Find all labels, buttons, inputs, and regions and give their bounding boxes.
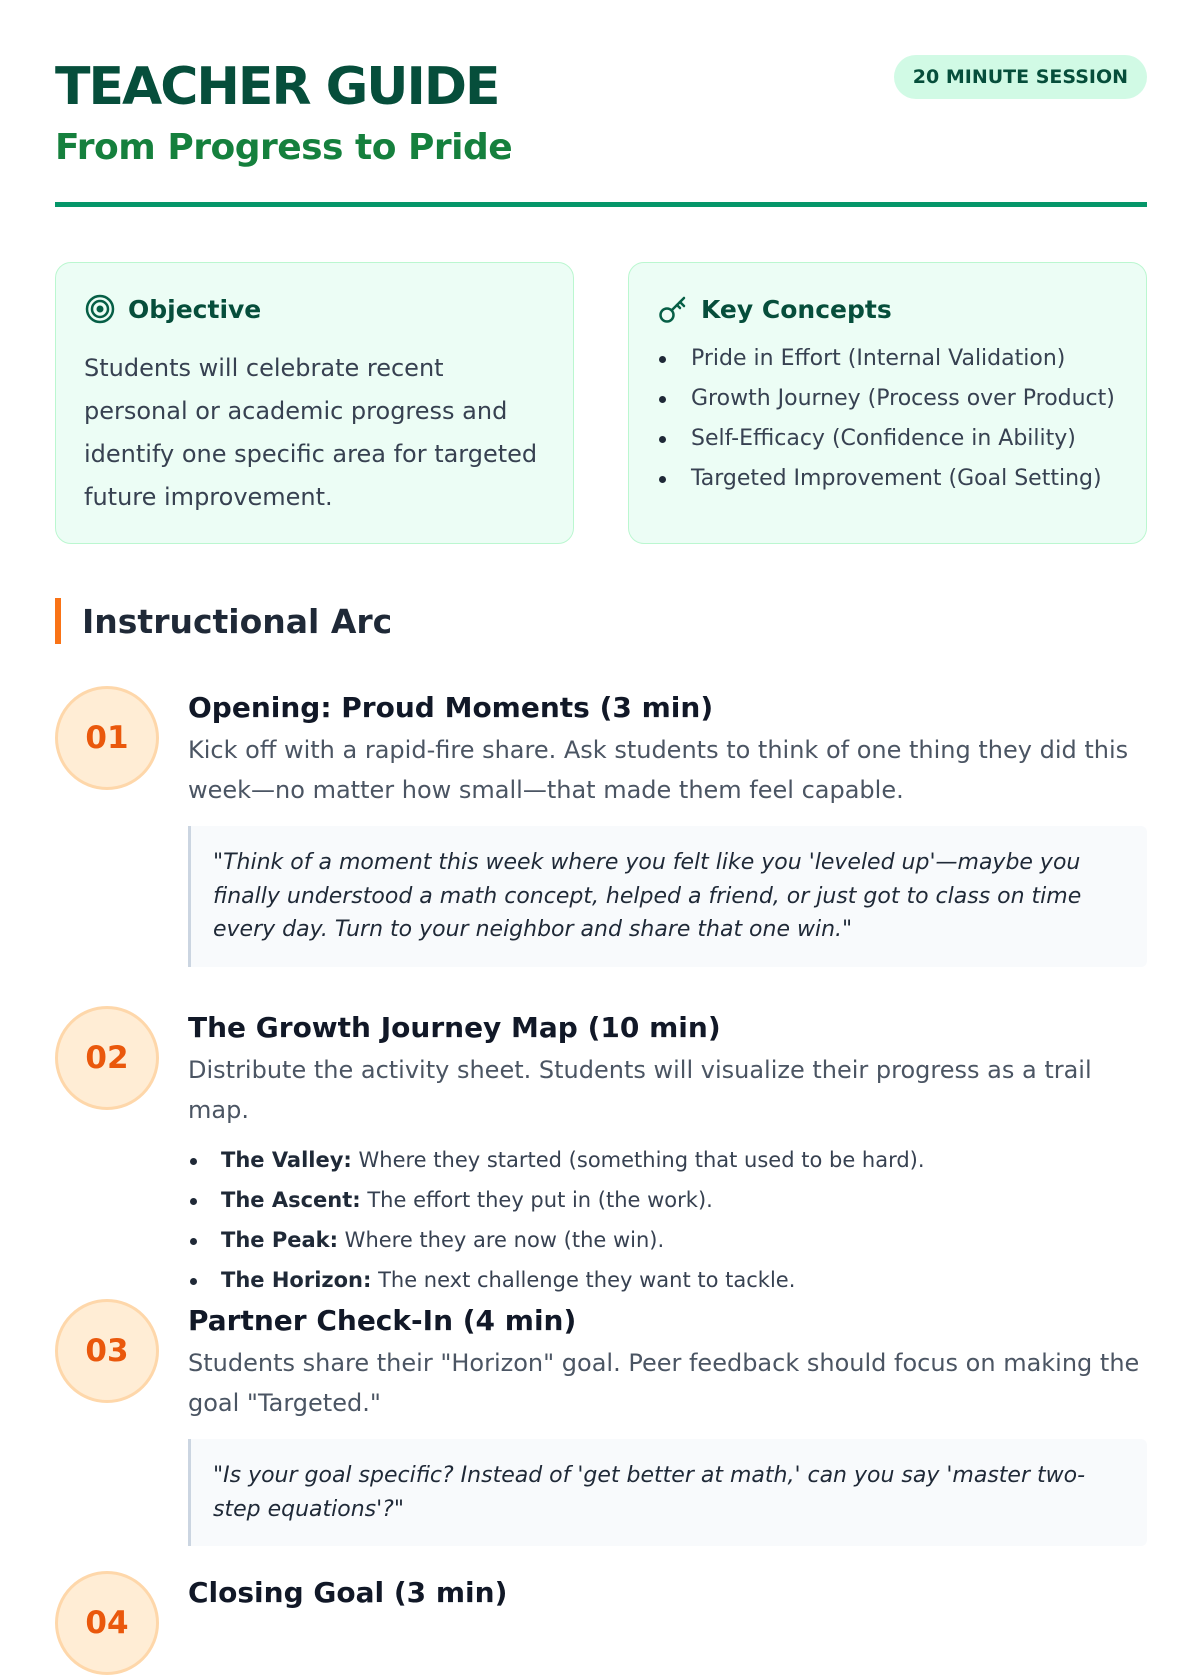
section-accent-bar	[55, 598, 61, 644]
key-concept-item: Pride in Effort (Internal Validation)	[657, 339, 1115, 379]
key-icon	[657, 293, 689, 325]
key-concept-item: Targeted Improvement (Goal Setting)	[657, 459, 1115, 499]
step-number-badge: 02	[55, 1006, 159, 1110]
journey-map-item	[188, 1180, 1147, 1220]
journey-map-text: Where they are now (the win).	[338, 1228, 665, 1252]
step-title: Closing Goal (3 min)	[188, 1576, 508, 1609]
target-icon	[84, 293, 116, 325]
key-concepts-header	[657, 293, 892, 325]
journey-map-term: The Horizon:	[221, 1268, 372, 1292]
step-number-badge: 04	[55, 1571, 159, 1675]
objective-text: Students will celebrate recent personal or academic progress and identify one specific area for targeted future improvement.	[84, 354, 538, 511]
key-concept-item: Growth Journey (Process over Product)	[657, 379, 1115, 419]
journey-map-item	[188, 1220, 1147, 1260]
step-description: Distribute the activity sheet. Students will visualize their progress as a trail map.	[188, 1056, 1092, 1124]
journey-map-list	[188, 1140, 1147, 1300]
session-length-badge: 20 MINUTE SESSION	[894, 55, 1147, 99]
teacher-script-quote: "Is your goal specific? Instead of 'get better at math,' can you say 'master two-step equations'?"	[188, 1439, 1147, 1546]
key-concepts-list	[657, 339, 1115, 499]
journey-map-term: The Valley:	[221, 1148, 352, 1172]
page-subtitle: From Progress to Pride	[55, 127, 513, 168]
step-body	[188, 686, 1147, 967]
objective-header	[84, 293, 261, 325]
step-title: The Growth Journey Map (10 min)	[188, 1011, 721, 1044]
journey-map-text: Where they started (something that used to be hard).	[351, 1148, 925, 1172]
step-description: Kick off with a rapid-fire share. Ask students to think of one thing they did this week—no matter how small—that made them feel capable.	[188, 736, 1129, 804]
journey-map-text: The effort they put in (the work).	[360, 1188, 713, 1212]
step-title: Opening: Proud Moments (3 min)	[188, 691, 714, 724]
step-number-badge: 01	[55, 686, 159, 790]
step-body	[188, 1299, 1147, 1546]
journey-map-item	[188, 1260, 1147, 1300]
journey-map-term: The Ascent:	[221, 1188, 361, 1212]
section-title: Instructional Arc	[82, 601, 393, 641]
key-concept-item: Self-Efficacy (Confidence in Ability)	[657, 419, 1115, 459]
section-header	[55, 598, 392, 644]
journey-map-item	[188, 1140, 1147, 1180]
journey-map-term: The Peak:	[221, 1228, 338, 1252]
teacher-script-quote: "Think of a moment this week where you felt like you 'leveled up'—maybe you finally understood a math concept, helped a friend, or just got to class on time every day. Turn to your neighbor and share that one win."	[188, 826, 1147, 967]
header-divider	[55, 202, 1147, 207]
journey-map-text: The next challenge they want to tackle.	[371, 1268, 796, 1292]
key-concepts-card	[628, 262, 1147, 544]
objective-card	[55, 262, 574, 544]
key-concepts-title: Key Concepts	[701, 294, 892, 324]
step-body	[188, 1571, 1147, 1611]
step-body	[188, 1006, 1147, 1300]
step-title: Partner Check-In (4 min)	[188, 1304, 577, 1337]
objective-title: Objective	[128, 294, 262, 324]
step-description: Students share their "Horizon" goal. Peer feedback should focus on making the goal "Targeted."	[188, 1349, 1140, 1417]
page-header	[55, 55, 1147, 210]
page-title: TEACHER GUIDE	[55, 57, 499, 117]
step-number-badge: 03	[55, 1299, 159, 1403]
